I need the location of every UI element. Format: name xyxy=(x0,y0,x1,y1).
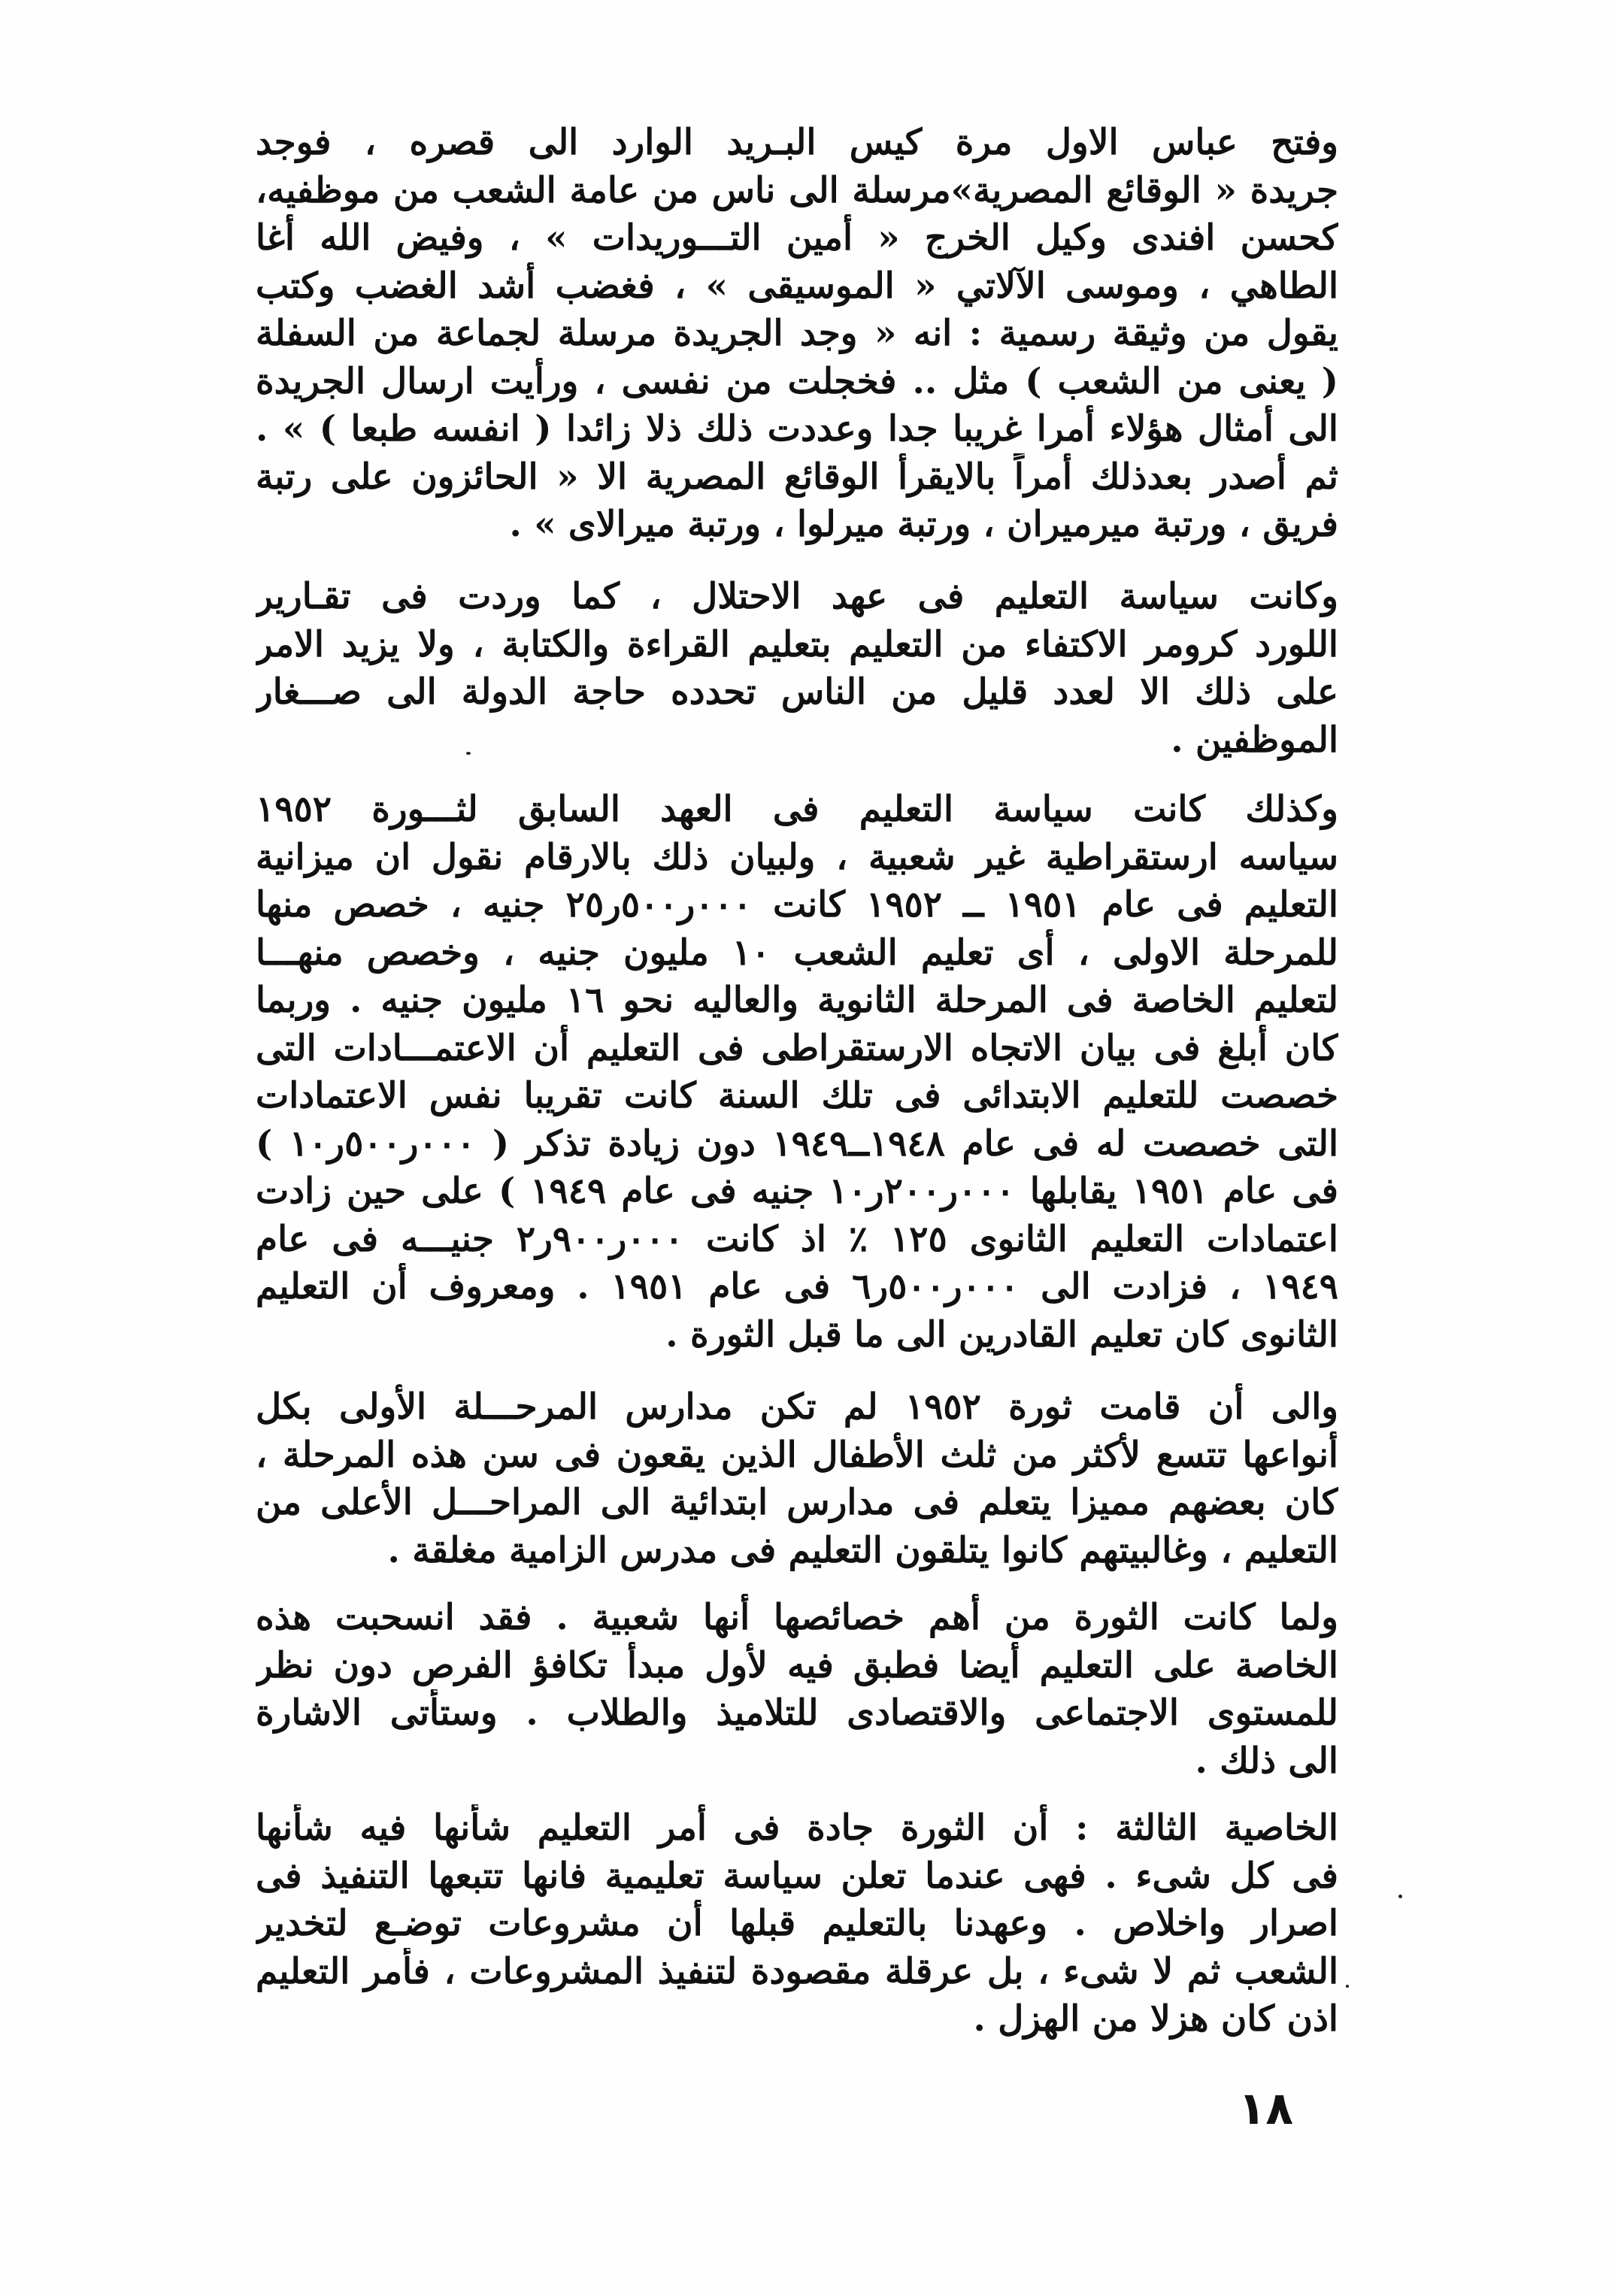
text-line: الى أمثال هؤلاء أمرا غريبا جدا وعددت ذلك ذلا زائدا ( انفسه طبعا ) » . xyxy=(256,408,1338,450)
text-line: لتعليم الخاصة فى المرحلة الثانوية والعاليه نحو ١٦ مليون جنيه . وربما xyxy=(256,980,1338,1021)
text-line: ولما كانت الثورة من أهم خصائصها أنها شعبية . فقد انسحبت هذه xyxy=(256,1597,1338,1638)
text-line: اذن كان هزلا من الهزل . xyxy=(973,1998,1338,2040)
text-line: ( يعنى من الشعب ) مثل .. فخجلت من نفسى ، ورأيت ارسال الجريدة xyxy=(256,360,1338,402)
text-line: فى عام ١٩٥١ يقابلها ٠٠٠ر٢٠٠ر١٠ جنيه فى عام ١٩٤٩ ) على حين زادت xyxy=(256,1171,1338,1212)
text-line: للمرحلة الاولى ، أى تعليم الشعب ١٠ مليون جنيه ، وخصص منهـــا xyxy=(256,931,1338,974)
scan-speck xyxy=(1346,1985,1349,1988)
text-line: الطاهي ، وموسى الآلاتي « الموسيقى » ، فغضب أشد الغضب وكتب xyxy=(256,265,1338,307)
text-line: الخاصة على التعليم أيضا فطبق فيه لأول مبدأ تكافؤ الفرص دون نظر xyxy=(256,1644,1338,1686)
text-line: كان أبلغ فى بيان الاتجاه الارستقراطى فى التعليم أن الاعتمـــادات التى xyxy=(256,1027,1338,1069)
paragraph-abbas xyxy=(256,119,1338,549)
paragraph-third-characteristic xyxy=(256,1804,1338,2043)
text-line: كحسن افندى وكيل الخرج « أمين التـــوريدات » ، وفيض الله أغا xyxy=(256,217,1338,259)
text-line: أنواعها تتسع لأكثر من ثلث الأطفال الذين يقعون فى سن هذه المرحلة ، xyxy=(256,1434,1338,1476)
text-line: خصصت للتعليم الابتدائى فى تلك السنة كانت تقريبا نفس الاعتمادات xyxy=(256,1075,1338,1116)
text-line: الموظفين . xyxy=(1171,719,1338,761)
scan-speck xyxy=(466,752,471,755)
text-line: سياسه ارستقراطية غير شعبية ، ولبيان ذلك بالارقام نقول ان ميزانية xyxy=(256,836,1338,878)
text-line: وكانت سياسة التعليم فى عهد الاحتلال ، كما وردت فى تقـارير xyxy=(256,576,1338,617)
text-line: على ذلك الا لعدد قليل من الناس تحدده حاجة الدولة الى صـــغار xyxy=(256,671,1338,713)
text-line: فى كل شىء . فهى عندما تعلن سياسة تعليمية فانها تتبعها التنفيذ فى xyxy=(256,1855,1338,1897)
paragraph-revolution-1952 xyxy=(256,1383,1338,1574)
text-line: التى خصصت له فى عام ١٩٤٨ــ١٩٤٩ دون زيادة تذكر ( ٠٠٠ر٥٠٠ر١٠ ) xyxy=(256,1122,1338,1165)
text-line: فريق ، ورتبة ميرميران ، ورتبة ميرلوا ، ورتبة ميرالاى » . xyxy=(509,504,1338,545)
text-line: اللورد كرومر الاكتفاء من التعليم بتعليم القراءة والكتابة ، ولا يزيد الامر xyxy=(256,623,1338,665)
text-line: وفتح عباس الاول مرة كيس البـريد الوارد الى قصره ، فوجد xyxy=(256,122,1338,163)
paragraph-equal-opportunity xyxy=(256,1594,1338,1785)
text-line: يقول من وثيقة رسمية : انه « وجد الجريدة مرسلة لجماعة من السفلة xyxy=(256,313,1338,354)
text-line: الخاصية الثالثة : أن الثورة جادة فى أمر التعليم شأنها فيه شأنها xyxy=(256,1807,1338,1849)
text-line: والى أن قامت ثورة ١٩٥٢ لم تكن مدارس المرحـــلة الأولى بكل xyxy=(256,1386,1338,1428)
text-line: الثانوى كان تعليم القادرين الى ما قبل الثورة . xyxy=(665,1313,1338,1355)
text-line: ثم أصدر بعدذلك أمراً بالايقرأ الوقائع المصرية الا « الحائزون على رتبة xyxy=(256,456,1338,498)
text-line: اعتمادات التعليم الثانوى ١٢٥ ٪ اذ كانت ٠٠٠ر٩٠٠ر٢ جنيـــه فى عام xyxy=(256,1218,1338,1260)
paragraph-occupation xyxy=(256,573,1338,764)
text-line: الشعب ثم لا شىء ، بل عرقلة مقصودة لتنفيذ المشروعات ، فأمر التعليم xyxy=(256,1950,1338,1992)
text-line: ١٩٤٩ ، فزادت الى ٠٠٠ر٥٠٠ر٦ فى عام ١٩٥١ . ومعروف أن التعليم xyxy=(256,1266,1338,1307)
page-number: ١٨ xyxy=(1238,2082,1293,2135)
text-line: كان بعضهم مميزا يتعلم فى مدارس ابتدائية الى المراحـــل الأعلى من xyxy=(256,1482,1338,1523)
text-line: التعليم فى عام ١٩٥١ ــ ١٩٥٢ كانت ٠٠٠ر٥٠٠ر٢٥ جنيه ، خصص منها xyxy=(256,884,1338,925)
text-line: للمستوى الاجتماعى والاقتصادى للتلاميذ والطلاب . وستأتى الاشارة xyxy=(256,1692,1338,1734)
text-line: التعليم ، وغالبيتهم كانوا يتلقون التعليم فى مدرس الزامية مغلقة . xyxy=(387,1529,1338,1571)
text-line: جريدة « الوقائع المصرية»مرسلة الى ناس من عامة الشعب من موظفيه، xyxy=(256,169,1338,211)
text-line: اصرار واخلاص . وعهدنا بالتعليم قبلها أن مشروعات توضـع لتخدير xyxy=(256,1903,1338,1944)
text-line: الى ذلك . xyxy=(1195,1740,1338,1782)
text-line: وكذلك كانت سياسة التعليم فى العهد السابق لثـــورة ١٩٥٢ xyxy=(256,789,1338,830)
scan-speck xyxy=(1398,1895,1402,1898)
paragraph-budget xyxy=(256,786,1338,1359)
